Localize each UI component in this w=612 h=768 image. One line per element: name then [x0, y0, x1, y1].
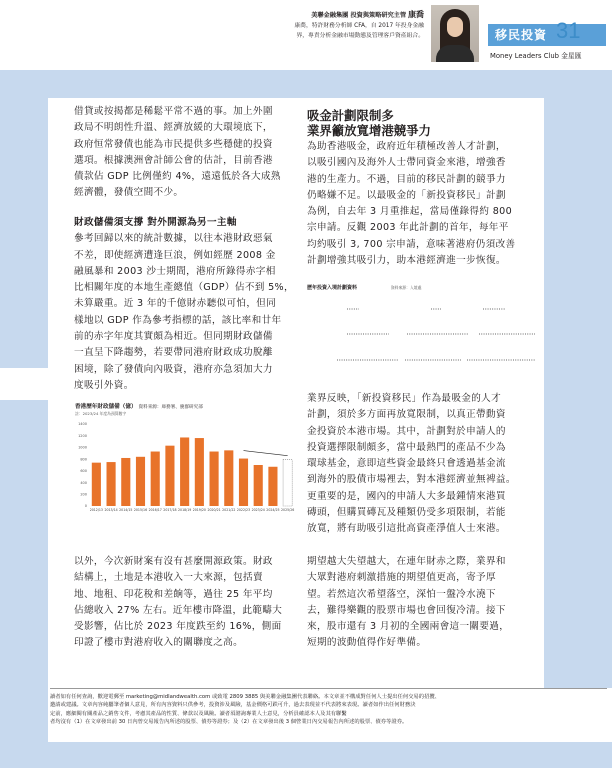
text-line: 不差，即使經濟遭逢巨浪，例如經歷 2008 金 — [74, 249, 276, 261]
bar-chart-svg — [75, 414, 295, 532]
right-bottom-text — [307, 554, 537, 652]
text-line: 融風暴和 2003 沙士期間，港府所錄得赤字相 — [74, 265, 276, 277]
text-line: 受影響，佔比於 2023 年度跌至約 16%，側面 — [74, 621, 282, 633]
text-line: 到海外的股債市場裡去，對本港經濟並無裨益。 — [307, 474, 516, 486]
text-line: 大眾對港府刺激措施的期望值更高，寄予厚 — [307, 572, 496, 584]
text-line: 更重要的是，國內的申請人大多最鍾情來港買 — [307, 490, 506, 502]
text-line: 來，股市還有 3 月初的全國兩會這一關要過， — [307, 621, 510, 633]
section-title: 移民投資 — [495, 28, 548, 42]
footnote-rule — [50, 688, 607, 689]
x-tick-label: 2017/18 — [163, 508, 177, 512]
y-tick-label: 800 — [80, 457, 87, 462]
left-bottom-text — [74, 554, 296, 652]
text-line: 借貸或按揭都是稀鬆平常不過的事。加上外圍 — [74, 106, 273, 117]
author-photo — [431, 5, 479, 62]
text-line: 期望越大失望越大，在連年財赤之際，業界和 — [307, 556, 506, 567]
text-line: 短期的波動值得作好準備。 — [307, 637, 427, 649]
chart-title-note: 資料來源：庫務署、慶群研究部 — [138, 405, 203, 410]
y-tick-label: 400 — [80, 480, 87, 485]
bar — [107, 462, 116, 506]
chart-title-text: 香港歷年財政儲備（億） — [75, 404, 137, 410]
text-line: 望。若然這次希望落空，深怕一盤冷水澆下 — [307, 588, 496, 600]
bar — [165, 446, 174, 506]
author-bio — [258, 22, 424, 41]
y-tick-label: 600 — [80, 469, 87, 474]
x-tick-label: 2022/23 — [236, 508, 251, 512]
headline-line: 業界籲放寬增港競爭力 — [307, 123, 431, 138]
text-line: 磚頭，但購買磚瓦及種類仍受多項限制，若能 — [307, 507, 506, 519]
author-title: 美聯金融集團 投資與策略研究主管 — [311, 12, 407, 19]
text-line: 債款佔 GDP 比例僅約 4%，遠遠低於各大成熟 — [74, 171, 281, 183]
text-line: 佔總收入 27% 左右。近年樓市降溫，此範疇大 — [74, 604, 283, 616]
bar — [151, 452, 160, 506]
text-line: 為例，自去年 3 月重推起，當局僅錄得約 800 — [307, 206, 513, 218]
text-line: 去，難得樂觀的股票市場也會回復冷清。接下 — [307, 604, 506, 616]
y-tick-label: 1400 — [78, 422, 87, 427]
text-line: 放寬，將有助吸引這批高資產淨值人士來港。 — [307, 523, 506, 535]
headline-line: 吸金計劃限制多 — [307, 108, 394, 123]
text-line: 為助香港吸金，政府近年積極改善人才計劃， — [307, 141, 506, 152]
x-tick-label: 2021/22 — [222, 508, 236, 512]
bio-line: 康喬，特許財務分析師 CFA，自 2017 年投身金融 — [294, 23, 424, 29]
disclaimer — [50, 693, 605, 726]
left-mid-text — [74, 215, 296, 394]
y-tick-label: 200 — [80, 492, 87, 497]
text-line: 港的生產力。不過，目前的移民計劃的競爭力 — [307, 173, 506, 185]
disclaimer-line: 者均沒有（1）在文章發出前 30 日內曾交易報告內所述的股票、債券等證券；及（2）在文章發出後 3 個營業日內交易報告內所述的股票、債券等證券。 — [50, 718, 408, 725]
bar — [195, 438, 204, 506]
bottom-band — [0, 742, 612, 768]
chart-subtitle: 註：2023/24 年度為預算數字 — [75, 411, 127, 416]
text-line: 結構上，土地是本港收入一大來源，包括賣 — [74, 572, 263, 584]
investment-entry-chart — [307, 284, 536, 376]
x-tick-label: 2025/26 — [281, 508, 295, 512]
bar — [239, 459, 248, 506]
bar — [268, 467, 277, 506]
text-line: 未算嚴重。近 3 年的千億財赤聽似可怕，但同 — [74, 298, 277, 310]
text-line: 政局不明朗性升溫、經濟放緩的大環境底下， — [74, 122, 273, 134]
text-line: 金投資於本港市場。其中，計劃對於申請人的 — [307, 425, 506, 437]
text-line: 投資選擇限制頗多，當中最熱門的產品不少為 — [307, 441, 506, 453]
y-tick-label: 1000 — [78, 445, 87, 450]
x-tick-label: 2019/20 — [192, 508, 206, 512]
chart2-dotted-rows — [307, 296, 536, 376]
bar — [283, 460, 292, 506]
y-tick-label: 0 — [84, 504, 87, 509]
text-line: 宗申請。反觀 2003 年此計劃的首年，每年平 — [307, 222, 509, 234]
x-tick-label: 2015/16 — [133, 508, 148, 512]
right-mid-text — [307, 391, 537, 538]
author-name: 康喬 — [408, 10, 424, 19]
x-tick-label: 2016/17 — [148, 508, 162, 512]
bar — [92, 463, 101, 506]
bar — [210, 452, 219, 506]
text-line: 選項。根據澳洲會計師公會的估計，目前香港 — [74, 154, 273, 166]
text-line: 度吸引外資。 — [74, 379, 134, 391]
text-line: 仍略嫌不足。以最吸金的「新投資移民」計劃 — [307, 189, 506, 201]
disclaimer-line: 讀者如有任何查詢，歡迎電郵至 marketing@midlandwealth.com 或致電 2809 3885 與美聯金融集團代表聯絡。本文章並不構成對任何人士提出任何交易的招攬、 — [50, 694, 440, 700]
page-number: 31 — [556, 18, 581, 43]
text-line: 前的赤字年度其實頗為相近。但同期財政儲備 — [74, 331, 273, 343]
x-tick-label: 2018/19 — [178, 508, 192, 512]
text-line: 均約吸引 3, 700 宗申請，意味著港府仍須改善 — [307, 238, 516, 250]
top-band — [0, 70, 612, 98]
bar — [224, 450, 233, 506]
x-tick-label: 2013/14 — [104, 508, 118, 512]
bar — [254, 465, 263, 506]
text-line: 計劃，須於多方面再放寬限制，以真正帶動資 — [307, 409, 506, 421]
chart-title — [75, 402, 203, 410]
y-tick-label: 1200 — [78, 433, 87, 438]
chart2-title: 歷年投資入境計劃資料 — [307, 285, 358, 291]
author-line — [262, 10, 424, 21]
text-line: 以外，今次新財案有沒有甚麼開源政策。財政 — [74, 556, 273, 567]
text-line: 政府恒常發債也能為市民提供多些穩健的投資 — [74, 138, 273, 150]
text-line: 環球基金，意即這些資金最終只會透過基金流 — [307, 458, 506, 470]
bar — [136, 457, 145, 506]
left-band-bottom — [0, 400, 48, 768]
text-line: 比相關年度的本地生產總值（GDP）佔不到 5%， — [74, 282, 294, 294]
left-band-top — [0, 70, 48, 368]
disclaimer-line: 定前，應細閱有關產品之銷售文件，考慮其產品的性質、條款以及風險。讀者須諮詢專業人士意見，分析員確認本人及其有聯繫 — [50, 710, 347, 717]
x-tick-label: 2020/21 — [207, 508, 221, 512]
trend-arrow — [244, 451, 288, 456]
right-top-text — [307, 139, 537, 269]
disclaimer-line: 邀請或建議。文章內容純屬筆者個人意見，所有內容資料只供參考，投資涉及風險，基金價格可跌可升，過去表現並不代表將來表現。讀者如作出任何財務決 — [50, 702, 416, 709]
text-line: 參考回歸以來的統計數據，以往本港財政惡氣 — [74, 233, 273, 245]
text-line: 地、地租、印花稅和差餉等，過往 25 年平均 — [74, 588, 273, 600]
text-line: 樣地以 GDP 作為參考指標的話，該比率和廿年 — [74, 314, 282, 326]
text-line: 一直呈下降趨勢，若要帶同港府財政成功脫離 — [74, 347, 273, 359]
x-tick-label: 2023/24 — [251, 508, 265, 512]
text-line: 業界反映，「新投資移民」作為最吸金的人才 — [307, 393, 502, 404]
reserves-bar-chart — [75, 402, 295, 532]
x-tick-label: 2024/25 — [266, 508, 280, 512]
bio-line: 界，專責分析金融市場動態及管理客戶資產組合。 — [296, 32, 424, 39]
left-top-text — [74, 104, 296, 202]
text-line: 印證了樓市對港府收入的關聯度之高。 — [74, 637, 244, 649]
publication-name: Money Leaders Club 金星匯 — [490, 52, 582, 60]
text-line: 經濟體，發債空間不少。 — [74, 187, 184, 199]
article-headline — [307, 108, 457, 138]
text-line: 計劃增強其吸引力，助本港經濟進一步恢復。 — [307, 255, 506, 267]
bar — [180, 437, 189, 506]
text-line: 困境，除了發債向內吸資，港府亦急須加大力 — [74, 363, 273, 375]
x-tick-label: 2012/13 — [89, 508, 103, 512]
x-tick-label: 2014/15 — [119, 508, 133, 512]
chart2-source: 資料來源：入境處 — [391, 285, 422, 290]
subheading: 財政儲備須支撐 對外開源為另一主軸 — [74, 217, 237, 228]
text-line: 以吸引國內及海外人士帶同資金來港，增強香 — [307, 157, 506, 169]
bar — [121, 458, 130, 506]
right-band — [544, 70, 612, 688]
